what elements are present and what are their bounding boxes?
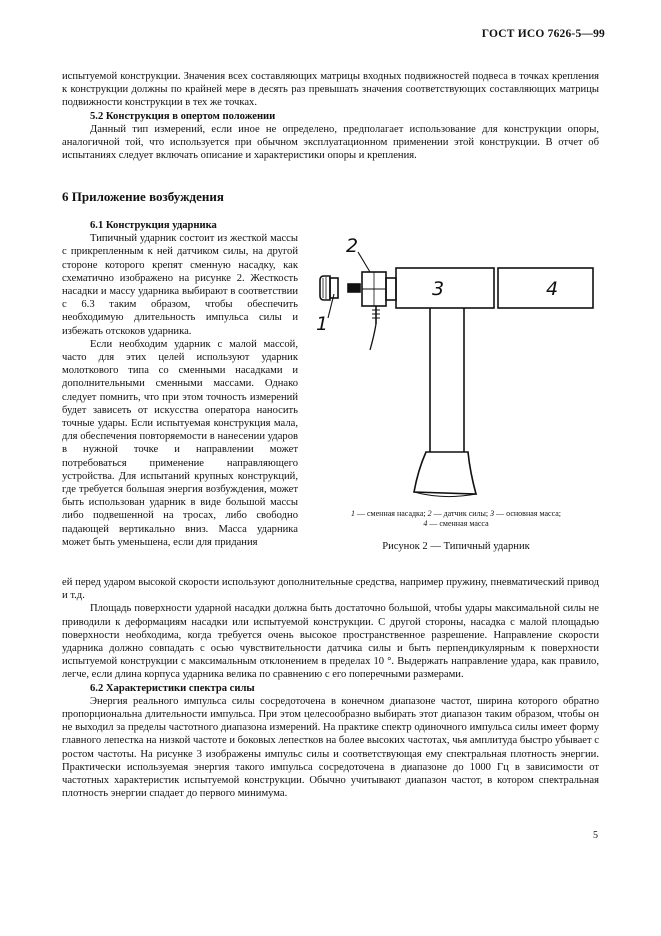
section-6-2-text: Энергия реального импульса силы сосредоточена в конечном диапазоне частот, ширина которого обратно пропорциональна длительности импульса. При этом целесообразно выбирать этот диапазон таким образом, чтобы он не выходил за пределы частотного диапазона измерений. На практике спектр одиночного импульса силы имеет форму главного лепестка на низкой частоте и боковых лепестков на более высоких частотах, чья амплитуда быстро убывает с ростом частоты. На рисунке 3 изображены импульс силы и соответствующая ему спектральная плотность энергии. Практически используемая энергия такого импульса сосредоточена в диапазоне до 1000 Гц в зависимости от частотных характеристик испытуемой конструкции. Обычно учитывают диапазон частот, в котором спектральная плотность энергии спадает до первого минимума. (62, 695, 599, 800)
section-6-heading: 6 Приложение возбуждения (62, 189, 224, 204)
legend-num-2: 2 (427, 509, 432, 518)
legend-text-3: — основная масса; (494, 509, 561, 518)
figure-title: Рисунок 2 — Типичный ударник (382, 541, 530, 552)
section-5-2-heading: 5.2 Конструкция в опертом положении (90, 110, 276, 122)
section-6-1-p1: Типичный ударник состоит из жесткой массы с прикрепленным к ней датчиком силы, на другой стороне которого крепят сменную насадку, как схематично изображено на рисунке 2. Жесткость насадки и массу ударника выбирают в соответствии с 6.3 таким образом, чтобы обеспечить необходимую длительность импульса силы и избежать отскоков ударника. (62, 233, 298, 337)
legend-text-1: — сменная насадка; (355, 509, 428, 518)
top-block (62, 70, 599, 162)
section-6-1-heading: 6.1 Конструкция ударника (90, 220, 217, 231)
grip (414, 452, 476, 494)
impactor-diagram (310, 232, 599, 500)
label-3: 3 (432, 278, 445, 300)
legend-text-2: — датчик силы; (431, 509, 491, 518)
tip-shape (320, 276, 330, 300)
page-header: ГОСТ ИСО 7626-5—99 (481, 28, 605, 40)
top-paragraph: испытуемой конструкции. Значения всех составляющих матрицы входных подвижностей подвеса в точках крепления к конструкции должны по крайней мере в десять раз превышать значения соответствующих составляющих матрицы подвижности конструкции в тех же точках. (62, 71, 599, 109)
label-1: 1 (316, 313, 329, 335)
section-6-1-p2: Если необходим ударник с малой массой, часто для этих целей используют ударник молоткового типа со сменными насадками и дополнительными сменными массами. Однако следует помнить, что при этом точность измерений будет зависеть от искусства оператора наносить точные удары. Если испытуемая конструкция мала, для обеспечения повторяемости в нанесении ударов в нужной точке и направлении может потребоваться применение направляющего устройства. Для испытаний крупных конструкций, где требуется большая энергия возбуждения, может быть использован ударник в виде большой массы либо подвешенной на тросах, либо свободно падающей вертикально вниз. Масса ударника может быть уменьшена, если для придания (62, 338, 298, 548)
lower-block (62, 576, 599, 800)
main-mass (396, 268, 494, 308)
impactor-figure (310, 232, 599, 500)
section-6-1-column (62, 219, 298, 549)
section-6-1-p2-cont: ей перед ударом высокой скорости используют дополнительные средства, например пружину, пневматический привод и т.д. (62, 577, 599, 602)
handle (430, 308, 464, 452)
legend-num-3: 3 (490, 509, 495, 518)
cable (370, 324, 376, 350)
section-6-1-p3: Площадь поверхности ударной насадки должна быть достаточно большой, чтобы удары максимальной силы не приводили к деформациям насадки или испытуемой конструкции. С другой стороны, насадка с малой площадью поверхности необходима, когда требуется очень высокое пространственное разрешение. Направление скорости ударника должно совпадать с осью чувствительности датчика силы и быть перпендикулярным к поверхности испытуемой конструкции с максимальным отклонением в пределах 10 °. Выдержать направление удара, как правило, легче, если длина корпуса ударника велика по сравнению с его поперечными размерами. (62, 603, 599, 681)
label-4: 4 (546, 278, 559, 300)
figure-legend (312, 509, 600, 529)
section-5-2-text: Данный тип измерений, если иное не определено, предполагает использование для конструкции опоры, аналогичной той, что используется при обычном эксплуатационном применении этой конструкции. В отчет об испытаниях следует включать описание и характеристики опоры и крепления. (62, 123, 599, 162)
legend-text-4: — сменная масса (427, 519, 489, 528)
page-number: 5 (593, 830, 598, 841)
label-2: 2 (346, 235, 359, 257)
leader-2 (358, 252, 370, 272)
sensor-cap-right (386, 278, 396, 300)
connector (348, 284, 360, 292)
legend-num-1: 1 (351, 509, 355, 518)
legend-num-4: 4 (423, 519, 428, 528)
section-6-2-heading: 6.2 Характеристики спектра силы (90, 682, 255, 694)
